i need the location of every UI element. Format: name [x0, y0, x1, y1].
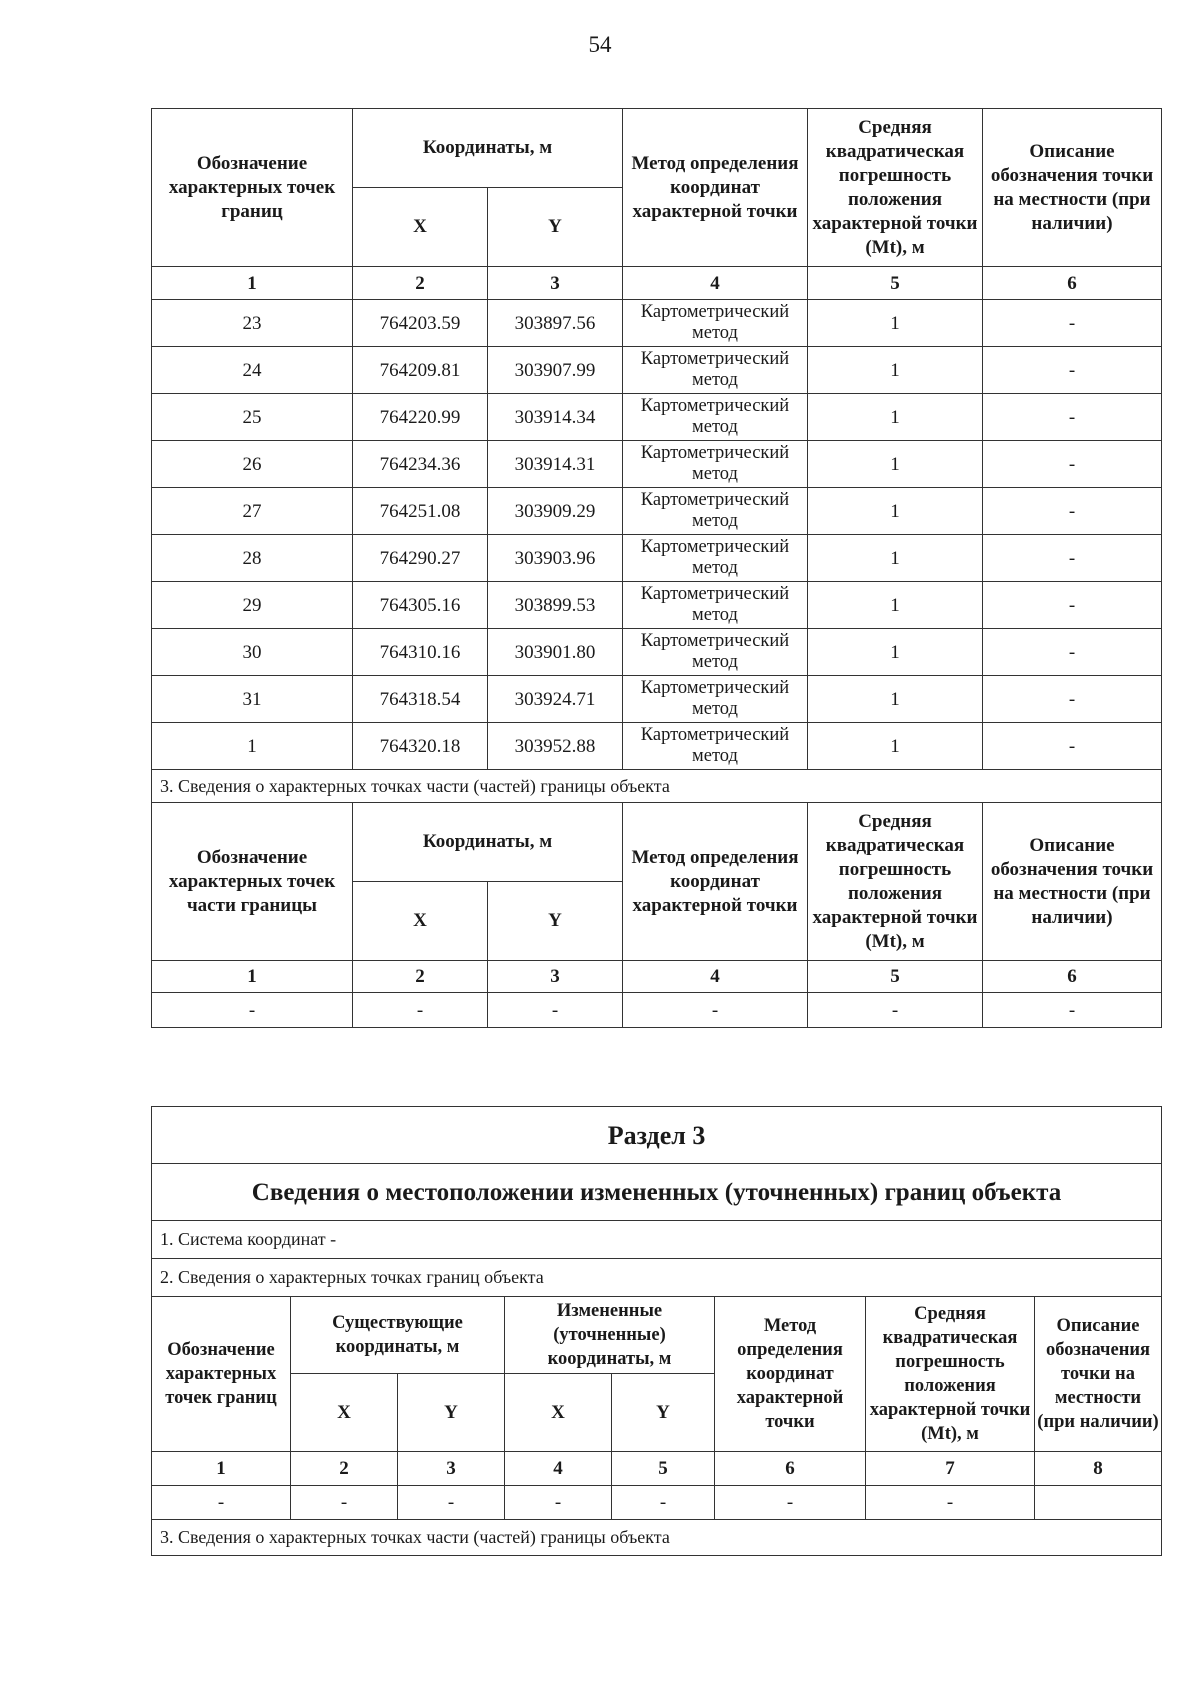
boundary-points-table [151, 108, 1162, 1028]
part-header-x: X [353, 882, 488, 961]
s3-header-x-existing: X [291, 1374, 398, 1452]
s3-header-method: Метод определения координат характерной точки [715, 1297, 866, 1452]
coordinate-system: 1. Система координат - [152, 1221, 1162, 1259]
table-row [152, 629, 1162, 676]
cell-method: Картометрический метод [623, 535, 808, 582]
table-cell: - [715, 1486, 866, 1520]
section-title: Раздел 3 [152, 1107, 1162, 1164]
section-subtitle: Сведения о местоположении измененных (уточненных) границ объекта [152, 1164, 1162, 1221]
part-column-numbers-row [152, 961, 1162, 993]
cell-mean-error: 1 [808, 441, 983, 488]
cell-point-designation: 26 [152, 441, 353, 488]
column-number: 3 [488, 961, 623, 993]
cell-mean-error: 1 [808, 629, 983, 676]
table-cell: - [291, 1486, 398, 1520]
table-cell: - [398, 1486, 505, 1520]
table-row [152, 394, 1162, 441]
s3-header-changed-coords: Измененные (уточненные) координаты, м [505, 1297, 715, 1374]
s3-part-note: 3. Сведения о характерных точках части (частей) границы объекта [152, 1520, 1162, 1556]
part-header-point-designation: Обозначение характерных точек части границы [152, 803, 353, 961]
cell-x-coordinate: 764318.54 [353, 676, 488, 723]
cell-description: - [983, 676, 1162, 723]
column-number: 6 [715, 1452, 866, 1486]
cell-method: Картометрический метод [623, 629, 808, 676]
header-mean-error: Средняя квадратическая погрешность положения характерной точки (Mt), м [808, 109, 983, 267]
page-number: 54 [588, 32, 612, 57]
column-numbers-row [152, 267, 1162, 300]
cell-x-coordinate: 764209.81 [353, 347, 488, 394]
cell-method: Картометрический метод [623, 676, 808, 723]
cell-mean-error: 1 [808, 300, 983, 347]
table-cell: - [983, 993, 1162, 1028]
cell-method: Картометрический метод [623, 300, 808, 347]
table-cell: - [623, 993, 808, 1028]
table-row [152, 488, 1162, 535]
column-number: 5 [808, 267, 983, 300]
cell-y-coordinate: 303909.29 [488, 488, 623, 535]
part-header-description: Описание обозначения точки на местности (при наличии) [983, 803, 1162, 961]
cell-point-designation: 25 [152, 394, 353, 441]
s3-header-description: Описание обозначения точки на местности (при наличии) [1035, 1297, 1162, 1452]
cell-method: Картометрический метод [623, 723, 808, 770]
table-row [152, 723, 1162, 770]
s3-header-y-existing: Y [398, 1374, 505, 1452]
column-number: 1 [152, 267, 353, 300]
cell-point-designation: 23 [152, 300, 353, 347]
cell-mean-error: 1 [808, 582, 983, 629]
cell-x-coordinate: 764220.99 [353, 394, 488, 441]
column-number: 5 [808, 961, 983, 993]
cell-method: Картометрический метод [623, 582, 808, 629]
column-number: 8 [1035, 1452, 1162, 1486]
part-header-mean-error: Средняя квадратическая погрешность положения характерной точки (Mt), м [808, 803, 983, 961]
table-row [152, 300, 1162, 347]
cell-mean-error: 1 [808, 488, 983, 535]
section-3-table [151, 1106, 1162, 1556]
cell-y-coordinate: 303899.53 [488, 582, 623, 629]
column-number: 2 [353, 961, 488, 993]
column-number: 1 [152, 961, 353, 993]
cell-mean-error: 1 [808, 535, 983, 582]
cell-description: - [983, 441, 1162, 488]
cell-point-designation: 30 [152, 629, 353, 676]
s3-header-x-changed: X [505, 1374, 612, 1452]
cell-y-coordinate: 303901.80 [488, 629, 623, 676]
cell-x-coordinate: 764203.59 [353, 300, 488, 347]
column-number: 3 [488, 267, 623, 300]
cell-mean-error: 1 [808, 676, 983, 723]
cell-y-coordinate: 303907.99 [488, 347, 623, 394]
s3-column-numbers-row [152, 1452, 1162, 1486]
column-number: 7 [866, 1452, 1035, 1486]
header-x: X [353, 188, 488, 267]
header-method: Метод определения координат характерной точки [623, 109, 808, 267]
cell-y-coordinate: 303903.96 [488, 535, 623, 582]
cell-description: - [983, 300, 1162, 347]
cell-method: Картометрический метод [623, 441, 808, 488]
table-cell: - [152, 993, 353, 1028]
cell-description: - [983, 347, 1162, 394]
table-cell: - [353, 993, 488, 1028]
points-note: 2. Сведения о характерных точках границ объекта [152, 1259, 1162, 1297]
cell-point-designation: 24 [152, 347, 353, 394]
header-description: Описание обозначения точки на местности (при наличии) [983, 109, 1162, 267]
cell-x-coordinate: 764290.27 [353, 535, 488, 582]
column-number: 5 [612, 1452, 715, 1486]
cell-point-designation: 28 [152, 535, 353, 582]
table-row [152, 535, 1162, 582]
table-row [152, 582, 1162, 629]
cell-description: - [983, 535, 1162, 582]
column-number: 2 [291, 1452, 398, 1486]
table-cell: - [505, 1486, 612, 1520]
cell-y-coordinate: 303914.31 [488, 441, 623, 488]
cell-method: Картометрический метод [623, 347, 808, 394]
cell-point-designation: 1 [152, 723, 353, 770]
cell-y-coordinate: 303952.88 [488, 723, 623, 770]
section-3-note: 3. Сведения о характерных точках части (частей) границы объекта [152, 770, 1162, 803]
cell-x-coordinate: 764234.36 [353, 441, 488, 488]
cell-description: - [983, 394, 1162, 441]
cell-mean-error: 1 [808, 347, 983, 394]
cell-point-designation: 29 [152, 582, 353, 629]
cell-y-coordinate: 303914.34 [488, 394, 623, 441]
s3-header-mean-error: Средняя квадратическая погрешность положения характерной точки (Mt), м [866, 1297, 1035, 1452]
cell-x-coordinate: 764305.16 [353, 582, 488, 629]
header-coordinates: Координаты, м [353, 109, 623, 188]
cell-description: - [983, 488, 1162, 535]
s3-header-y-changed: Y [612, 1374, 715, 1452]
cell-point-designation: 31 [152, 676, 353, 723]
cell-mean-error: 1 [808, 394, 983, 441]
table-row [152, 347, 1162, 394]
cell-x-coordinate: 764320.18 [353, 723, 488, 770]
table-cell [1035, 1486, 1162, 1520]
table-cell: - [808, 993, 983, 1028]
cell-mean-error: 1 [808, 723, 983, 770]
table-row [152, 676, 1162, 723]
cell-description: - [983, 723, 1162, 770]
part-header-coordinates: Координаты, м [353, 803, 623, 882]
cell-description: - [983, 582, 1162, 629]
cell-method: Картометрический метод [623, 394, 808, 441]
table-cell: - [152, 1486, 291, 1520]
s3-header-point-designation: Обозначение характерных точек границ [152, 1297, 291, 1452]
column-number: 3 [398, 1452, 505, 1486]
column-number: 6 [983, 961, 1162, 993]
cell-description: - [983, 629, 1162, 676]
column-number: 1 [152, 1452, 291, 1486]
cell-x-coordinate: 764310.16 [353, 629, 488, 676]
table-row [152, 441, 1162, 488]
cell-method: Картометрический метод [623, 488, 808, 535]
table-cell: - [612, 1486, 715, 1520]
s3-table-row [152, 1486, 1162, 1520]
table-cell: - [488, 993, 623, 1028]
part-table-row [152, 993, 1162, 1028]
cell-point-designation: 27 [152, 488, 353, 535]
column-number: 4 [505, 1452, 612, 1486]
column-number: 4 [623, 267, 808, 300]
table-cell: - [866, 1486, 1035, 1520]
s3-header-existing-coords: Существующие координаты, м [291, 1297, 505, 1374]
part-header-method: Метод определения координат характерной точки [623, 803, 808, 961]
column-number: 2 [353, 267, 488, 300]
cell-y-coordinate: 303924.71 [488, 676, 623, 723]
column-number: 6 [983, 267, 1162, 300]
part-header-y: Y [488, 882, 623, 961]
header-point-designation: Обозначение характерных точек границ [152, 109, 353, 267]
header-y: Y [488, 188, 623, 267]
cell-x-coordinate: 764251.08 [353, 488, 488, 535]
cell-y-coordinate: 303897.56 [488, 300, 623, 347]
column-number: 4 [623, 961, 808, 993]
